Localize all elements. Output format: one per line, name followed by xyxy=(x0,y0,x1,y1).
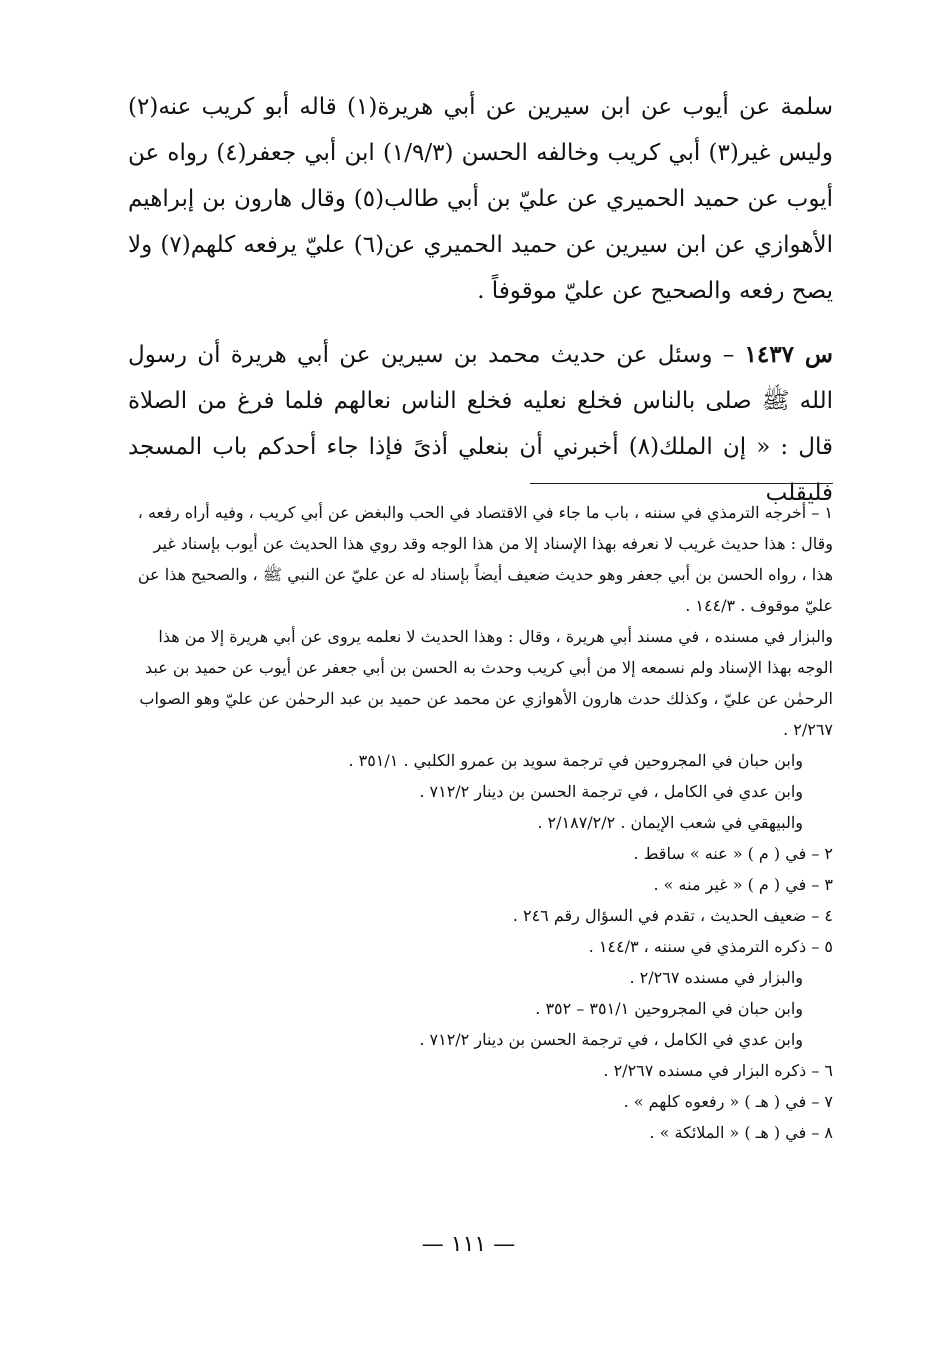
main-text xyxy=(128,84,833,516)
paragraph-1: سلمة عن أيوب عن ابن سيرين عن أبي هريرة(١) قاله أبو كريب عنه(٢) وليس غير(٣) أبي كريب وخالفه الحسن (١/٩/٣) ابن أبي جعفر(٤) رواه عن أيوب عن حميد الحميري عن عليّ بن أبي طالب(٥) وقال هارون بن إبراهيم الأهوازي عن ابن سيرين عن حميد الحميري عن(٦) عليّ يرفعه كلهم(٧) ولا يصح رفعه والصحيح عن عليّ موقوفاً . xyxy=(128,94,833,304)
footnotes xyxy=(128,497,833,1148)
footnote-line: ٤ – ضعيف الحديث ، تقدم في السؤال رقم ٢٤٦ . xyxy=(512,906,833,925)
footnote-line: ٣ – في ( م ) « غير منه » . xyxy=(653,875,833,894)
page-number: — ١١١ — xyxy=(421,1232,516,1257)
question-number: س ١٤٣٧ xyxy=(744,341,833,368)
footnote-line: وابن عدي في الكامل ، في ترجمة الحسن بن دينار ٧١٢/٢ . xyxy=(419,782,803,801)
footnote-line: ٨ – في ( هـ ) « الملائكة » . xyxy=(649,1123,833,1142)
footnote-line: ٧ – في ( هـ ) « رفعوه كلهم » . xyxy=(623,1092,833,1111)
footnote-line: ٥ – ذكره الترمذي في سننه ، ١٤٤/٣ . xyxy=(588,937,833,956)
question-text: – وسئل عن حديث محمد بن سيرين عن أبي هريرة أن رسول الله ﷺ صلى بالناس فخلع نعليه فخلع الناس نعالهم فلما فرغ من الصلاة قال : « إن الملك(٨) أخبرني أن بنعلي أذىً فإذا جاء أحدكم باب المسجد فليقلب xyxy=(128,342,833,506)
footnote-line: ١ – أخرجه الترمذي في سننه ، باب ما جاء في الاقتصاد في الحب والبغض عن أبي كريب ، وفيه أراه رفعه ، وقال : هذا حديث غريب لا نعرفه بهذا الإسناد إلا من هذا الوجه وقد روي هذا الحديث عن أيوب بإسناد غير هذا ، رواه الحسن بن أبي جعفر وهو حديث ضعيف أيضاً بإسناد له عن عليّ عن النبي ﷺ ، والصحيح هذا عن عليّ موقوف . ١٤٤/٣ . xyxy=(137,503,833,615)
footnote-line: ٦ – ذكره البزار في مسنده ٢/٢٦٧ . xyxy=(603,1061,833,1080)
footnote-line: والبيهقي في شعب الإيمان . ٢/١٨٧/٢/٢ . xyxy=(537,813,803,832)
footnote-separator xyxy=(530,483,833,484)
footnote-line: وابن حبان في المجروحين في ترجمة سويد بن عمرو الكلبي . ٣٥١/١ . xyxy=(348,751,803,770)
footnote-line: والبزار في مسنده ، في مسند أبي هريرة ، وقال : وهذا الحديث لا نعلمه يروى عن أبي هريرة إلا من هذا الوجه بهذا الإسناد ولم نسمعه إلا من أبي كريب وحدث به الحسن بن أبي جعفر عن أيوب عن حميد بن عبد الرحمٰن عن عليّ ، وكذلك حدث هارون الأهوازي عن محمد عن حميد بن عبد الرحمٰن عن عليّ وهو الصواب ٢/٢٦٧ . xyxy=(139,627,833,739)
paragraph-2 xyxy=(128,332,833,516)
footnote-line: والبزار في مسنده ٢/٢٦٧ . xyxy=(629,968,803,987)
footnote-line: ٢ – في ( م ) « عنه » ساقط . xyxy=(633,844,833,863)
footnote-line: وابن حبان في المجروحين ٣٥١/١ – ٣٥٢ . xyxy=(535,999,803,1018)
footnote-line: وابن عدي في الكامل ، في ترجمة الحسن بن دينار ٧١٢/٢ . xyxy=(419,1030,803,1049)
